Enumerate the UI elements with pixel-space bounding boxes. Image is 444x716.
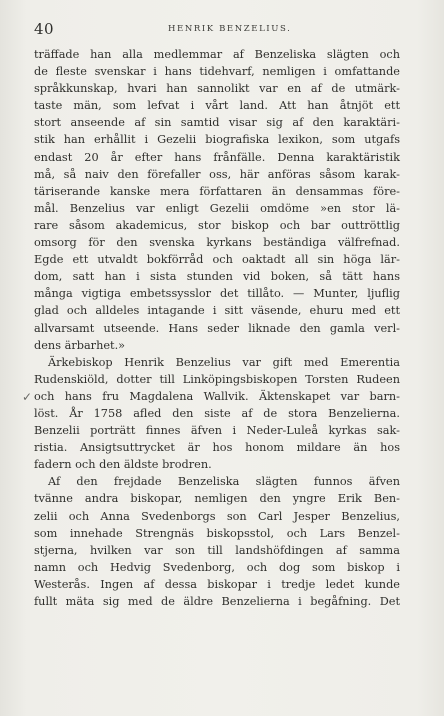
text-line: dom, satt han i sista stunden vid boken, så tätt hans — [34, 270, 400, 284]
text-line: mål. Benzelius var enligt Gezelii omdöme »en stor lä- — [34, 201, 400, 215]
text-line: löst. År 1758 afled den siste af de stora Benzelierna. — [34, 406, 400, 420]
text-line: många vigtiga embetssysslor det tillåto. — Munter, ljuflig — [34, 287, 400, 301]
text-line: ristia. Ansigtsuttrycket är hos honom mildare än hos — [34, 441, 400, 455]
text-line: tvänne andra biskopar, nemligen den yngre Erik Ben- — [34, 492, 400, 506]
text-line: språkkunskap, hvari han sannolikt var en af de utmärk- — [34, 82, 400, 96]
text-line: taste män, som lefvat i vårt land. Att han åtnjöt ett — [34, 99, 400, 113]
text-line: dens ärbarhet.» — [34, 338, 126, 352]
text-line: Ärkebiskop Henrik Benzelius var gift med Emerentia — [48, 355, 400, 369]
text-line: som innehade Strengnäs biskopsstol, och Lars Benzel- — [34, 526, 400, 540]
text-line: fadern och den äldste brodren. — [34, 458, 212, 472]
text-line: glad och alldeles intagande i sitt väsende, ehuru med ett — [34, 304, 400, 318]
text-line: stik han erhållit i Gezelii biografiska lexikon, som utgafs — [34, 133, 400, 147]
text-line: de fleste svenskar i hans tidehvarf, nemligen i omfattande — [34, 65, 400, 79]
text-line: Westerås. Ingen af dessa biskopar i tredje ledet kunde — [34, 577, 400, 591]
text-line: Rudenskiöld, dotter till Linköpingsbiskopen Torsten Rudeen — [34, 372, 400, 386]
text-line: stjerna, hvilken var son till landshöfdingen af samma — [34, 543, 400, 557]
text-line: må, så naiv den förefaller oss, här anföras såsom karak- — [34, 167, 400, 181]
text-line: Af den frejdade Benzeliska slägten funnos äfven — [48, 475, 400, 489]
text-line: endast 20 år efter hans frånfälle. Denna karaktäristik — [34, 150, 400, 164]
text-line: omsorg för den svenska kyrkans beständiga välfrefnad. — [34, 236, 400, 250]
text-line: allvarsamt utseende. Hans seder liknade den gamla verl- — [34, 321, 400, 335]
text-line: zelii och Anna Svedenborgs son Carl Jesper Benzelius, — [34, 509, 400, 523]
text-line: och hans fru Magdalena Wallvik. Äktenskapet var barn- — [34, 389, 400, 403]
text-line: stort anseende af sin samtid visar sig af den karaktäri- — [34, 116, 400, 130]
running-title: HENRIK BENZELIUS. — [168, 24, 292, 34]
page-number: 40 — [34, 20, 55, 38]
text-line: namn och Hedvig Svedenborg, och dog som biskop i — [34, 560, 400, 574]
text-line: Egde ett utvaldt bokförråd och oaktadt all sin höga lär- — [34, 253, 400, 267]
body-text — [34, 46, 400, 610]
text-line: fullt mäta sig med de äldre Benzelierna i begåfning. Det — [34, 595, 400, 608]
margin-check-mark: ✓ — [22, 390, 33, 404]
text-line: rare såsom akademicus, stor biskop och bar outtröttlig — [34, 218, 400, 232]
text-line: Benzelii porträtt finnes äfven i Neder-Luleå kyrkas sak- — [34, 424, 400, 438]
text-line: täriserande kanske mera författaren än densammas före- — [34, 184, 400, 198]
text-line: träffade han alla medlemmar af Benzeliska slägten och — [34, 48, 400, 61]
